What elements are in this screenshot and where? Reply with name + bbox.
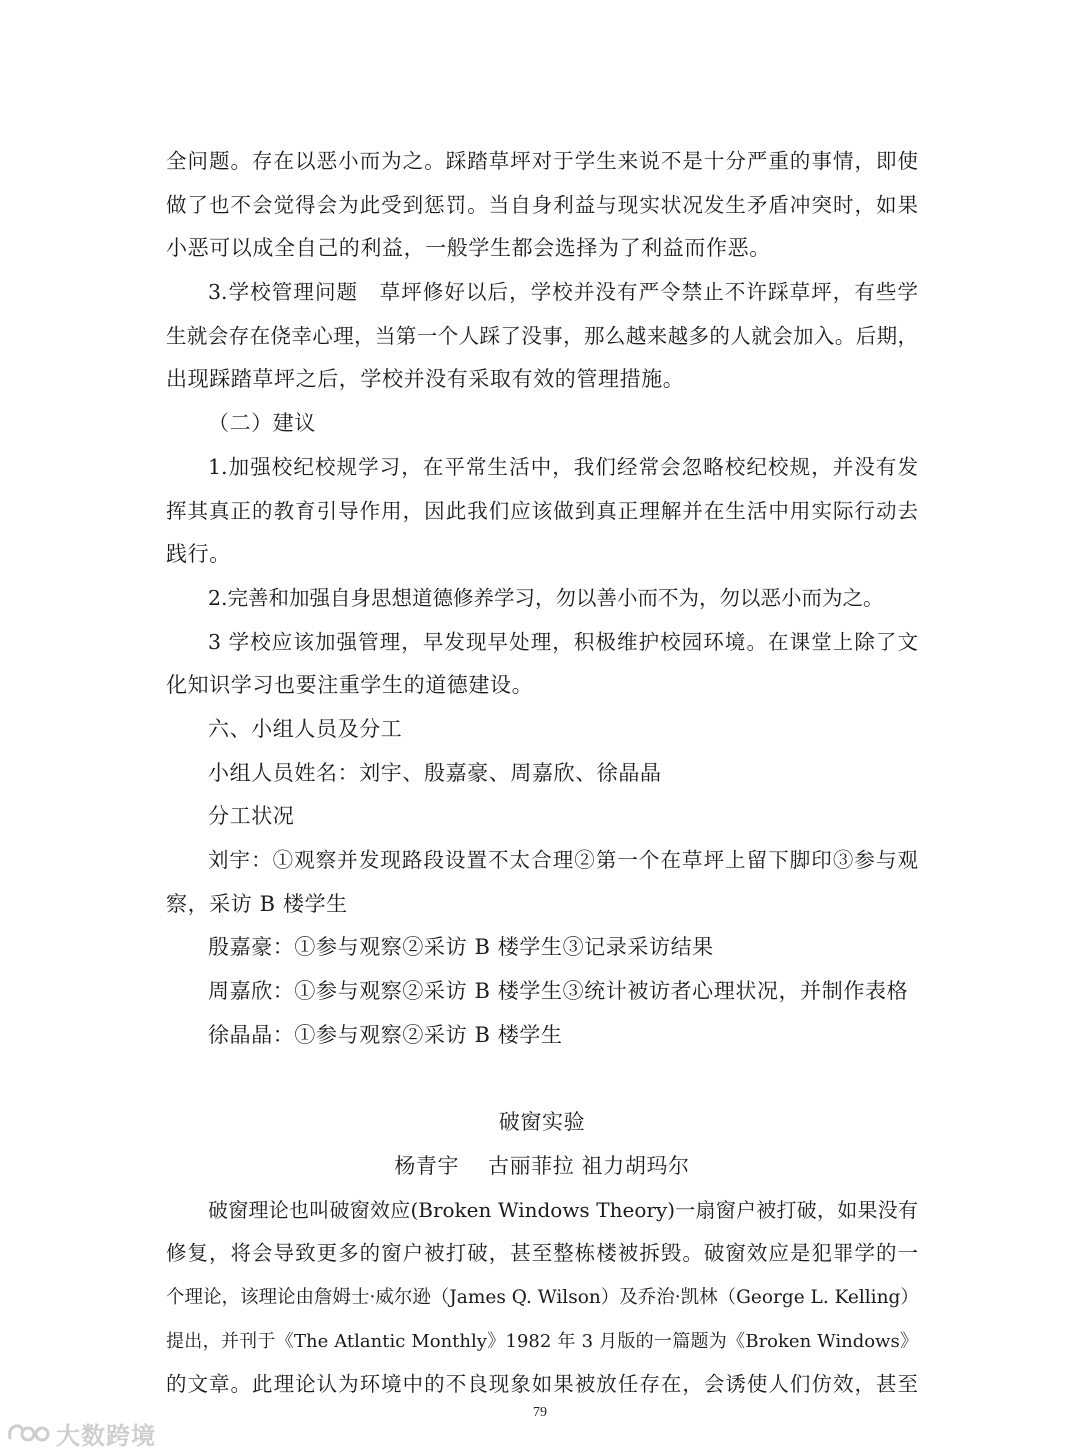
report-section (166, 140, 918, 1057)
text-line: 周嘉欣：①参与观察②采访 B 楼学生③统计被访者心理状况，并制作表格 (208, 979, 909, 1004)
article-body (166, 1189, 918, 1407)
section-gap (166, 1057, 918, 1101)
text-line: 2.完善和加强自身思想道德修养学习，勿以善小而不为，勿以恶小而为之。 (208, 585, 884, 610)
text-line: 小组人员姓名：刘宇、殷嘉豪、周嘉欣、徐晶晶 (208, 760, 662, 785)
text-line: 化知识学习也要注重学生的道德建设。 (166, 673, 534, 698)
text-line: 3.学校管理问题 草坪修好以后，学校并没有严令禁止不许踩草坪，有些学 (208, 280, 918, 305)
text-line: 殷嘉豪：①参与观察②采访 B 楼学生③记录采访结果 (208, 935, 714, 960)
text-line: 察，采访 B 楼学生 (166, 891, 348, 916)
text-line: 1.加强校纪校规学习，在平常生活中，我们经常会忽略校纪校规，并没有发 (208, 454, 918, 479)
text-line: 做了也不会觉得会为此受到惩罚。当自身利益与现实状况发生矛盾冲突时，如果 (166, 192, 918, 217)
text-line: （二）建议 (208, 411, 316, 436)
article-title: 破窗实验 (498, 1110, 586, 1135)
text-line: 徐晶晶：①参与观察②采访 B 楼学生 (208, 1022, 563, 1047)
text-line: 分工状况 (208, 804, 295, 829)
article-authors: 杨青宇 古丽菲拉 祖力胡玛尔 (394, 1153, 690, 1178)
text-line: 破窗理论也叫破窗效应(Broken Windows Theory)一扇窗户被打破，如果没有 (208, 1197, 918, 1222)
text-line: 践行。 (166, 542, 231, 567)
text-line: 小恶可以成全自己的利益，一般学生都会选择为了利益而作恶。 (166, 236, 771, 261)
text-line: 刘宇：①观察并发现路段设置不太合理②第一个在草坪上留下脚印③参与观 (208, 848, 918, 872)
text-line: 生就会存在侥幸心理，当第一个人踩了没事，那么越来越多的人就会加入。后期， (166, 323, 918, 348)
page-number: 79 (533, 1405, 547, 1420)
text-line: 修复，将会导致更多的窗户被打破，甚至整栋楼被拆毁。破窗效应是犯罪学的一 (166, 1241, 918, 1266)
logo-icon (6, 1420, 52, 1446)
watermark (6, 1418, 156, 1448)
watermark-text: 大数跨境 (56, 1421, 156, 1450)
text-line: 个理论，该理论由詹姆士·威尔逊（James Q. Wilson）及乔治·凯林（George L. Kelling） (166, 1286, 919, 1308)
text-line: 3 学校应该加强管理，早发现早处理，积极维护校园环境。在课堂上除了文 (208, 629, 918, 654)
document-body (166, 140, 918, 1407)
text-line: 出现踩踏草坪之后，学校并没有采取有效的管理措施。 (166, 367, 685, 392)
text-line: 六、小组人员及分工 (208, 716, 403, 741)
text-line: 挥其真正的教育引导作用，因此我们应该做到真正理解并在生活中用实际行动去 (166, 498, 918, 523)
text-line: 的文章。此理论认为环境中的不良现象如果被放任存在，会诱使人们仿效，甚至 (166, 1372, 918, 1397)
text-line: 提出，并刊于《The Atlantic Monthly》1982 年 3 月版的一篇题为《Broken Windows》 (166, 1330, 918, 1352)
text-line: 全问题。存在以恶小而为之。踩踏草坪对于学生来说不是十分严重的事情，即使 (166, 149, 918, 173)
